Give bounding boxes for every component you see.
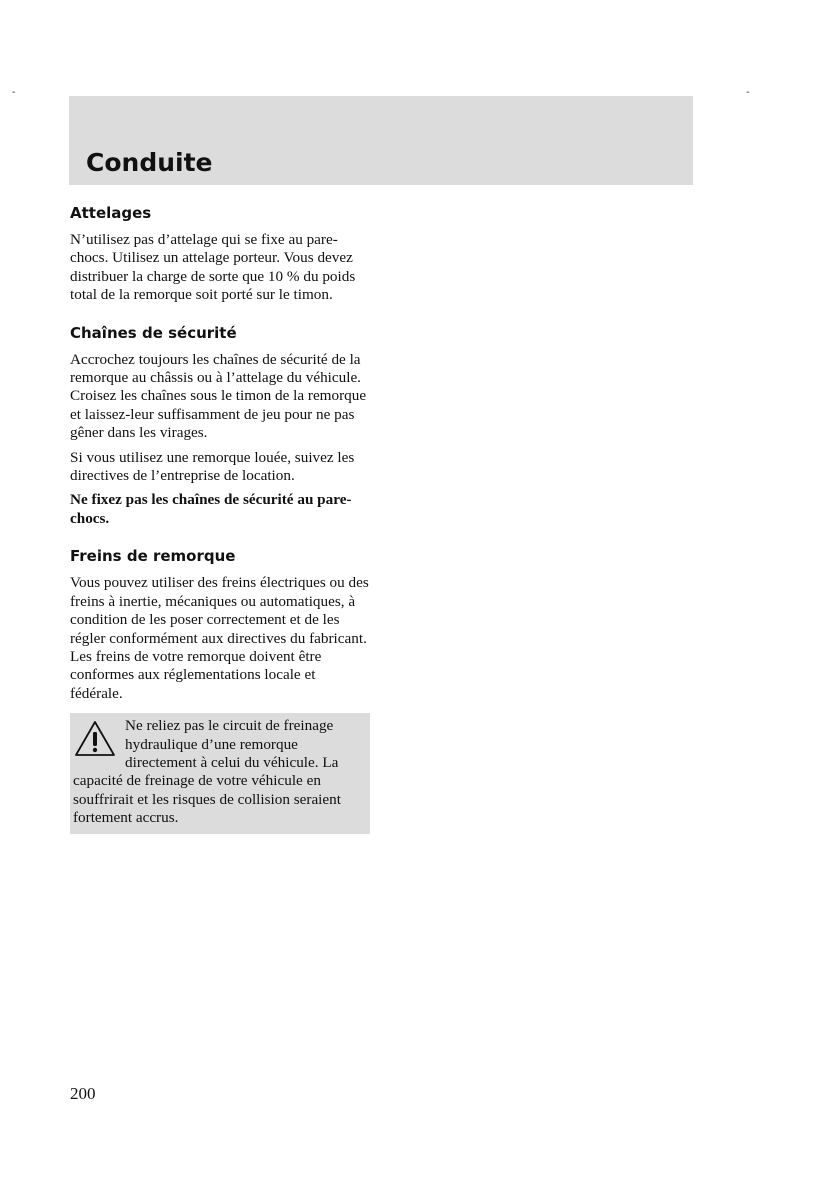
warning-triangle-icon (73, 719, 117, 759)
chapter-title: Conduite (86, 148, 213, 177)
paragraph: Si vous utilisez une remorque louée, suivez les directives de l’entreprise de location. (70, 448, 355, 485)
warning-text: Ne reliez pas le circuit de freinage hydraulique d’une remorque directement à celui du véhicule. La capacité de freinage de votre véhicule en souffrirait et les risques de collision seraient fortement accrus. (73, 717, 341, 827)
paragraph: Accrochez toujours les chaînes de sécurité de la remorque au châssis ou à l’attelage du véhicule. Croisez les chaînes sous le timon de la remorque et laissez-leur suffisamment de jeu pour ne pas gêner dans les virages. (70, 350, 367, 442)
crop-mark-right: - (746, 87, 750, 98)
crop-mark-left: - (12, 87, 16, 98)
section-freins-remorque (70, 546, 370, 703)
section-heading: Freins de remorque (70, 547, 236, 566)
warning-box (70, 713, 370, 833)
paragraph: Vous pouvez utiliser des freins électriques ou des freins à inertie, mécaniques ou automatiques, à condition de les poser correctement et de les régler conformément aux directives du fabricant. Les freins de votre remorque doivent être conformes aux réglementations locale et fédérale. (70, 574, 369, 702)
bold-note: Ne fixez pas les chaînes de sécurité au pare-chocs. (70, 491, 352, 527)
content-column (70, 203, 370, 834)
paragraph: N’utilisez pas d’attelage qui se fixe au pare-chocs. Utilisez un attelage porteur. Vous devez distribuer la charge de sorte que 10 % du poids total de la remorque soit porté sur le timon. (70, 231, 356, 304)
section-chaines-securite (70, 323, 370, 529)
section-attelages (70, 203, 370, 305)
section-heading: Attelages (70, 204, 152, 222)
chapter-header (69, 96, 693, 185)
page-number: 200 (70, 1084, 96, 1103)
section-heading: Chaînes de sécurité (70, 323, 237, 342)
